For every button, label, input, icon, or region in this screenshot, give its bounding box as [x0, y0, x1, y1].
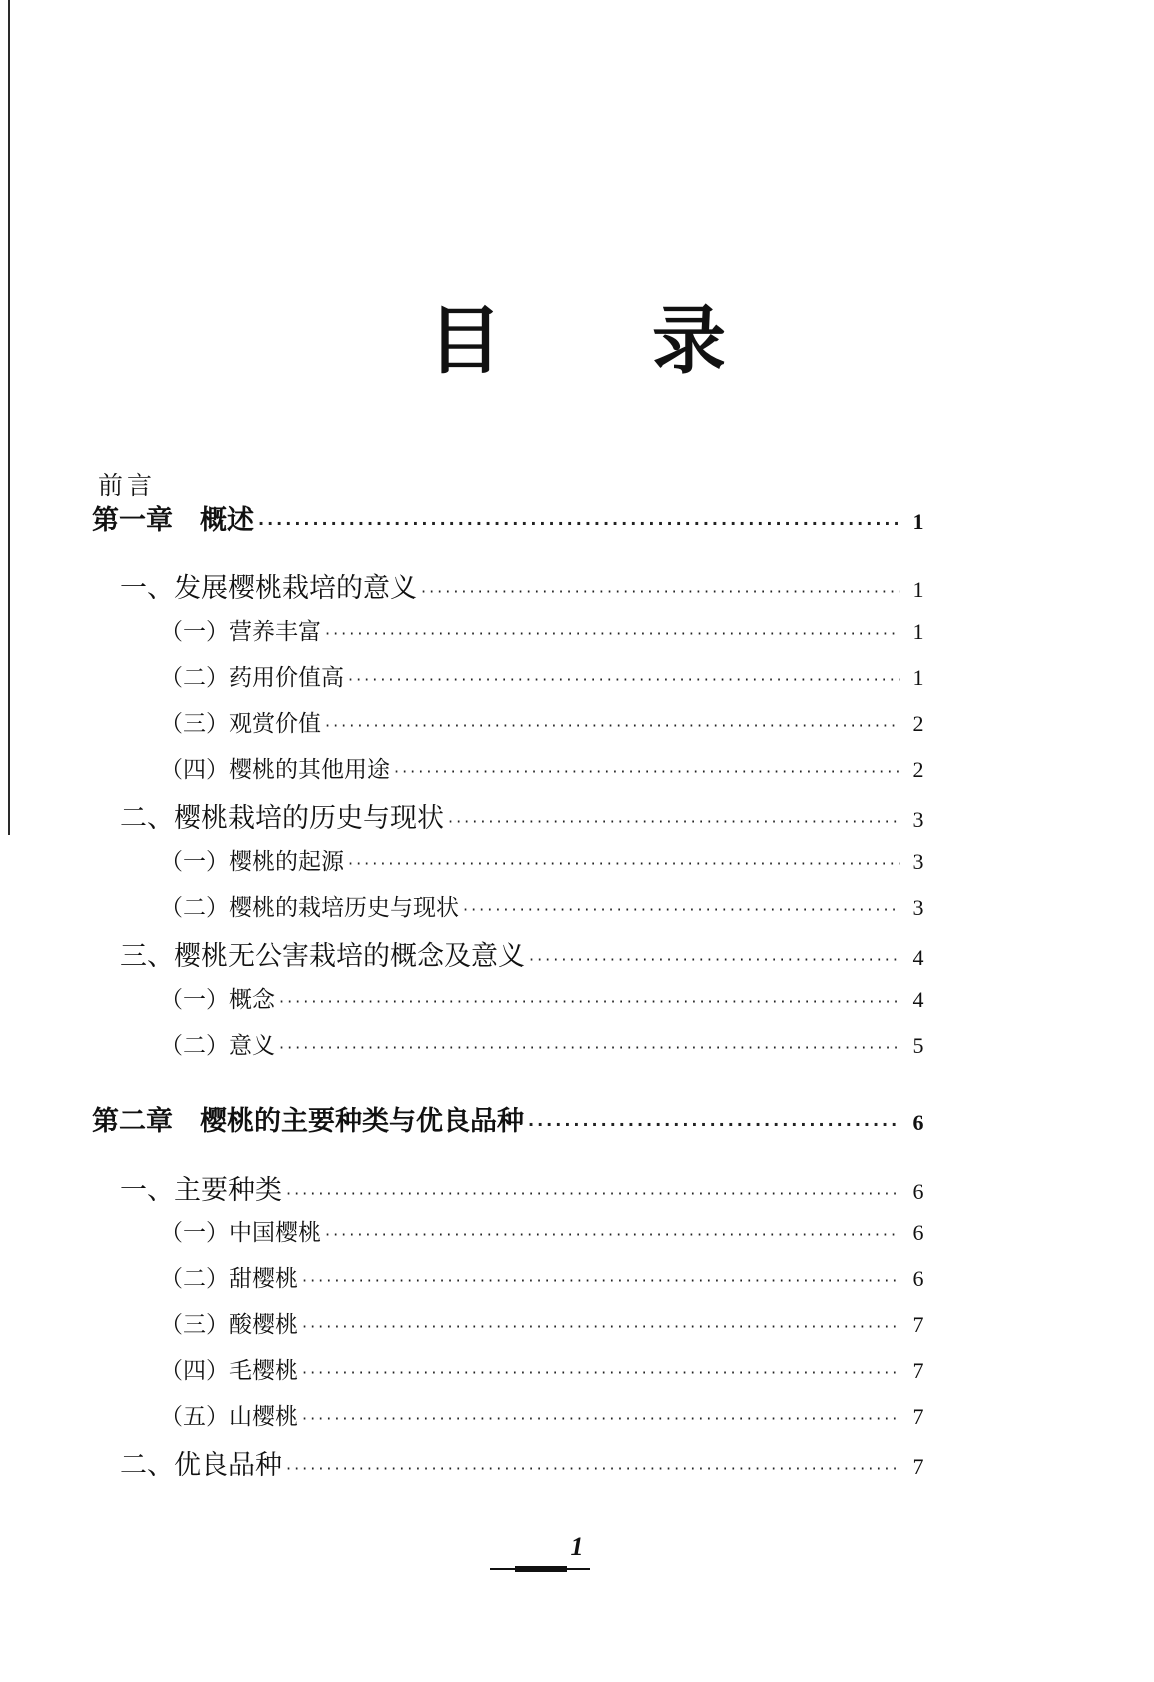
toc-subsection[interactable] [160, 751, 930, 784]
toc-entry-label: （一）营养丰富 [160, 619, 321, 645]
toc-entry-label: 一、发展樱桃栽培的意义 [120, 573, 417, 604]
toc-leader-dots [421, 582, 900, 601]
toc-subsection[interactable] [160, 613, 930, 646]
toc-entry-page: 3 [912, 849, 924, 874]
toc-entry-label: （二）意义 [160, 1033, 275, 1059]
toc-entry-page: 7 [912, 1312, 924, 1337]
toc-subsection[interactable] [160, 1398, 930, 1431]
toc-entry-page: 4 [912, 987, 924, 1012]
toc-subsection[interactable] [160, 659, 930, 692]
page-number: 1 [570, 1532, 584, 1561]
toc-subsection[interactable] [160, 843, 930, 876]
toc-leader-dots [528, 1115, 900, 1134]
toc-leader-dots [463, 900, 900, 919]
toc-section-1-2[interactable] [120, 796, 930, 835]
toc-leader-dots [302, 1317, 900, 1336]
toc-leader-dots [325, 716, 900, 735]
toc-entry-page: 7 [912, 1358, 924, 1383]
toc-subsection[interactable] [160, 889, 930, 922]
toc-leader-dots [325, 624, 900, 643]
toc-entry-label: 二、樱桃栽培的历史与现状 [120, 803, 444, 834]
toc-entry-label: （四）樱桃的其他用途 [160, 757, 390, 783]
toc-leader-dots [448, 812, 900, 831]
toc-leader-dots [258, 514, 900, 533]
toc-entry-page: 7 [912, 1404, 924, 1429]
toc-chapter-1[interactable] [92, 498, 930, 537]
toc-chapter-2[interactable] [92, 1099, 930, 1138]
toc-entry-page: 1 [912, 665, 924, 690]
toc-entry-label: 第一章 概述 [92, 505, 254, 536]
toc-subsection[interactable] [160, 1027, 930, 1060]
toc-subsection[interactable] [160, 705, 930, 738]
toc-leader-dots [529, 950, 900, 969]
page-title [0, 282, 1154, 388]
toc-entry-page: 4 [912, 945, 924, 970]
title-char-2: 录 [652, 298, 726, 384]
toc-leader-dots [279, 1038, 900, 1057]
toc-entry-page: 6 [912, 1266, 924, 1291]
toc-entry-page: 1 [912, 619, 924, 644]
toc-leader-dots [325, 1225, 900, 1244]
footer-bar [515, 1566, 567, 1572]
toc-subsection[interactable] [160, 1306, 930, 1339]
toc-entry-page: 2 [912, 757, 924, 782]
toc-leader-dots [348, 854, 900, 873]
title-char-1: 目 [428, 298, 502, 384]
toc-section-1-3[interactable] [120, 934, 930, 973]
toc-entry-label: （三）酸樱桃 [160, 1312, 298, 1338]
toc-entry-label: （二）樱桃的栽培历史与现状 [160, 895, 459, 921]
toc-section-2-2[interactable] [120, 1443, 930, 1482]
toc-preface[interactable]: 前言 [98, 471, 157, 500]
toc-entry-page: 6 [912, 1179, 924, 1204]
toc-entry-label: 第二章 樱桃的主要种类与优良品种 [92, 1106, 524, 1137]
toc-leader-dots [302, 1409, 900, 1428]
toc-entry-label: （一）中国樱桃 [160, 1220, 321, 1246]
toc-entry-page: 7 [912, 1454, 924, 1479]
page-edge-rule [8, 0, 10, 835]
toc-entry-page: 1 [912, 509, 924, 534]
toc-section-1-1[interactable] [120, 566, 930, 605]
toc-entry-label: （二）药用价值高 [160, 665, 344, 691]
toc-entry-label: 一、主要种类 [120, 1175, 282, 1206]
toc-leader-dots [302, 1363, 900, 1382]
toc-entry-label: 三、樱桃无公害栽培的概念及意义 [120, 941, 525, 972]
toc-entry-page: 3 [912, 895, 924, 920]
toc-entry-label: （五）山樱桃 [160, 1404, 298, 1430]
toc-entry-label: （一）概念 [160, 987, 275, 1013]
toc-leader-dots [394, 762, 900, 781]
toc-entry-label: （二）甜樱桃 [160, 1266, 298, 1292]
toc-subsection[interactable] [160, 1214, 930, 1247]
toc-subsection[interactable] [160, 981, 930, 1014]
toc-leader-dots [279, 992, 900, 1011]
toc-leader-dots [302, 1271, 900, 1290]
toc-leader-dots [348, 670, 900, 689]
toc-entry-label: （三）观赏价值 [160, 711, 321, 737]
toc-entry-page: 6 [912, 1220, 924, 1245]
toc-entry-page: 1 [912, 577, 924, 602]
toc-entry-page: 6 [912, 1110, 924, 1135]
toc-subsection[interactable] [160, 1352, 930, 1385]
toc-section-2-1[interactable] [120, 1168, 930, 1207]
toc-leader-dots [286, 1459, 900, 1478]
toc-leader-dots [286, 1184, 900, 1203]
toc-entry-page: 5 [912, 1033, 924, 1058]
toc-entry-page: 3 [912, 807, 924, 832]
toc-entry-label: （四）毛樱桃 [160, 1358, 298, 1384]
toc-entry-label: （一）樱桃的起源 [160, 849, 344, 875]
toc-entry-label: 二、优良品种 [120, 1450, 282, 1481]
toc-subsection[interactable] [160, 1260, 930, 1293]
toc-entry-page: 2 [912, 711, 924, 736]
